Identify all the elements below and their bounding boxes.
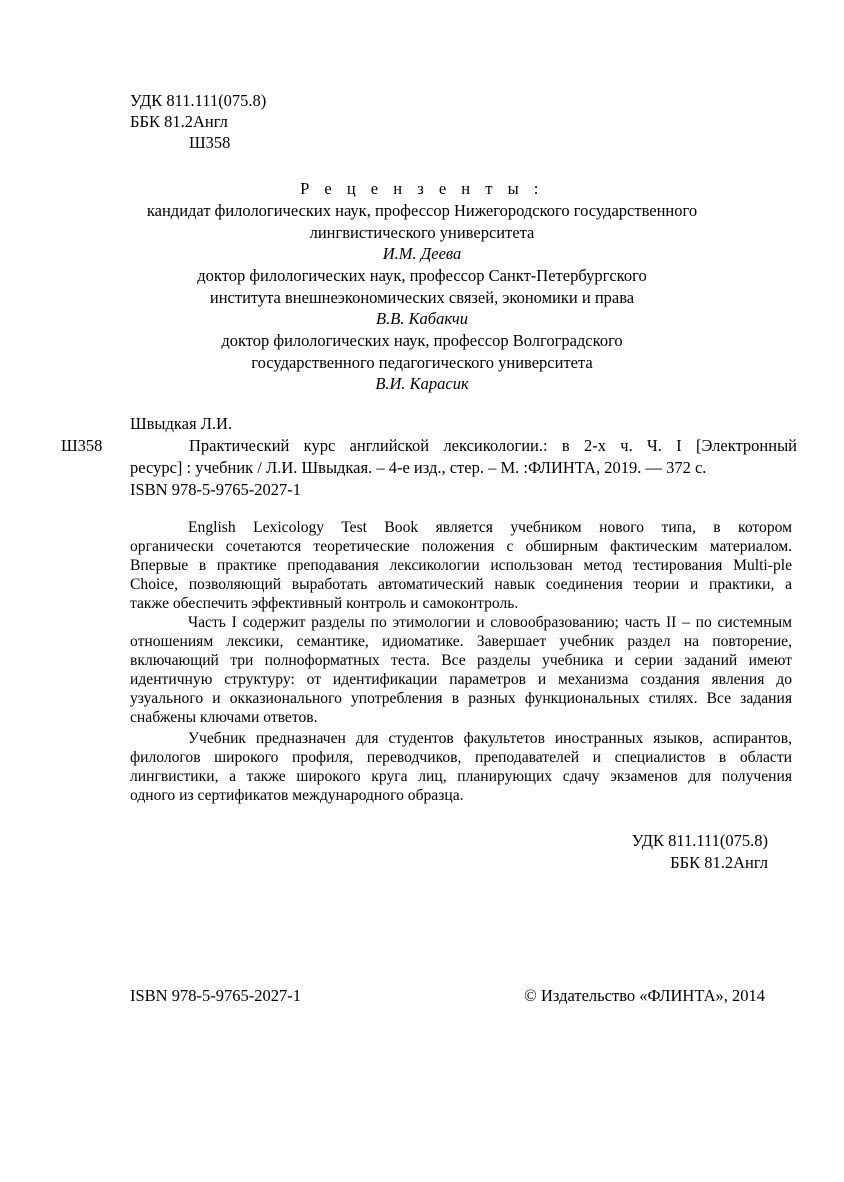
annotation-p1-line: также обеспечить эффективный контроль и самоконтроль. [130, 595, 519, 612]
author-mark-top: Ш358 [189, 133, 231, 152]
bbk-code-top: ББК 81.2Англ [130, 112, 228, 131]
bib-author: Швыдкая Л.И. [130, 414, 233, 433]
reviewer-1-affiliation: лингвистического университета [309, 223, 535, 242]
annotation-p2-line: включающий три полноформатных теста. Все разделы учебника и серии заданий имеют [130, 652, 792, 669]
annotation-p2-line: отношениям лексики, семантике, идиоматике. Завершает учебник раздел на повторение, [130, 633, 792, 650]
bbk-code-bottom: ББК 81.2Англ [670, 853, 768, 872]
annotation-p2-line: снабжены ключами ответов. [130, 709, 318, 726]
reviewer-3-title: доктор филологических наук, профессор Волгоградского [221, 331, 623, 350]
footer-copyright: © Издательство «ФЛИНТА», 2014 [524, 986, 765, 1005]
annotation-p1-line: органически сочетаются теоретические положения с обширным фактическим материалом. [130, 538, 792, 555]
annotation-p2-line: Часть I содержит разделы по этимологии и словообразованию; часть II – по системным [188, 614, 792, 631]
reviewer-2-affiliation: института внешнеэкономических связей, экономики и права [209, 288, 635, 307]
bib-author-mark: Ш358 [61, 436, 103, 455]
bib-title-line-1: Практический курс английской лексикологии.: в 2-х ч. Ч. I [Электронный [189, 436, 797, 455]
annotation-p3-line: одного из сертификатов международного образца. [130, 787, 464, 804]
annotation-p1-line: Choice, позволяющий выработать автоматический навык соединения теории и практики, а [130, 576, 792, 593]
udk-code-top: УДК 811.111(075.8) [130, 91, 267, 110]
annotation-p1-line: Впервые в практике преподавания лексикологии использован метод тестирования Multi-ple [130, 557, 792, 574]
reviewer-3-affiliation: государственного педагогического университета [251, 353, 593, 372]
footer-isbn: ISBN 978-5-9765-2027-1 [130, 986, 301, 1005]
annotation-p3-line: филологов широкого профиля, переводчиков, преподавателей и специалистов в области [130, 749, 792, 766]
annotation-p3-line: лингвистики, а также широкого круга лиц, планирующих сдачу экзаменов для получения [130, 768, 792, 785]
reviewers-heading: Р е ц е н з е н т ы : [300, 179, 544, 198]
annotation-p3-line: Учебник предназначен для студентов факультетов иностранных языков, аспирантов, [188, 730, 792, 747]
reviewer-1-name: И.М. Деева [382, 244, 462, 263]
reviewer-1-title: кандидат филологических наук, профессор Нижегородского государственного [146, 201, 698, 220]
udk-code-bottom: УДК 811.111(075.8) [631, 831, 768, 850]
bib-title-line-2: ресурс] : учебник / Л.И. Швыдкая. – 4-е изд., стер. – М. :ФЛИНТА, 2019. — 372 с. [130, 458, 707, 477]
annotation-p1-line: English Lexicology Test Book является учебником нового типа, в котором [188, 519, 792, 536]
bib-isbn: ISBN 978-5-9765-2027-1 [130, 480, 301, 499]
reviewer-3-name: В.И. Карасик [375, 374, 469, 393]
annotation-p2-line: узуального и окказионального употребления в разных функциональных стилях. Все задания [130, 690, 792, 707]
annotation-p2-line: идентичную структуру: от идентификации параметров и механизма создания явления до [130, 671, 792, 688]
reviewer-2-title: доктор филологических наук, профессор Санкт-Петербургского [197, 266, 647, 285]
reviewer-2-name: В.В. Кабакчи [376, 309, 468, 328]
